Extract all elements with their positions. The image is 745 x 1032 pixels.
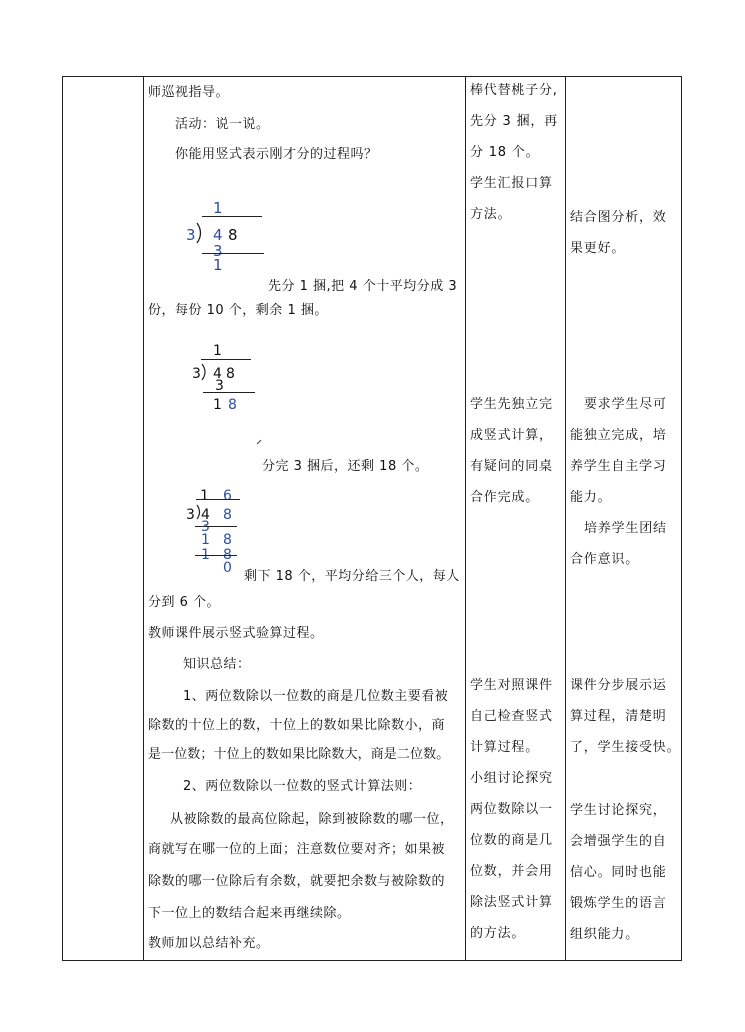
text-line: 从被除数的最高位除起，除到被除数的哪一位， [170, 812, 454, 827]
subtract-line [202, 253, 264, 254]
text-line: 位数，并会用 [470, 864, 553, 879]
text-line: 位数的商是几 [470, 833, 553, 848]
text-line: 小组讨论探究 [470, 771, 553, 786]
text-line: 学生先独立完 [470, 397, 553, 412]
stray-mark [256, 439, 262, 445]
remainder-digit: 1 [213, 256, 224, 274]
division-bracket [195, 222, 205, 244]
subtract-line [195, 526, 237, 527]
text-line: 你能用竖式表示刚才分的过程吗？ [175, 147, 378, 162]
column-divider [465, 77, 466, 960]
student-block [470, 75, 558, 230]
subtract-digit: 8 [223, 547, 233, 563]
text-line: 要求学生尽可 [584, 397, 667, 412]
remainder-digit: 8 [228, 397, 238, 413]
text-line: 果更好。 [570, 241, 626, 256]
text-line: 教师课件展示竖式验算过程。 [148, 626, 324, 641]
dividend-digit: 4 [201, 507, 211, 523]
text-line: 分 18 个。 [470, 145, 540, 160]
text-line: 除数的哪一位除后有余数，就要把余数与被除数的 [148, 874, 446, 889]
text-line: 是一位数；十位上的数如果比除数大，商是二位数。 [148, 747, 450, 762]
text-line: 剩下 18 个，平均分给三个人，每人 [244, 569, 460, 584]
division-bar [196, 499, 240, 500]
text-line: 合作意识。 [570, 552, 640, 567]
quotient-digit: 1 [213, 343, 223, 359]
divisor-digit: 3 [186, 507, 196, 523]
text-line: 有疑问的同桌 [470, 459, 553, 474]
dividend-digit: 4 [213, 366, 223, 382]
text-line: 了，学生接受快。 [570, 740, 681, 755]
intent-block [570, 670, 680, 763]
text-line: 成竖式计算， [470, 428, 553, 443]
dividend-digit: 4 [213, 226, 224, 244]
text-line: 锻炼学生的语言 [570, 896, 667, 911]
text-line: 分到 6 个。 [148, 595, 221, 610]
text-line: 先分 1 捆,把 4 个十平均分成 3 [268, 279, 458, 294]
text-line: 能独立完成，培 [570, 428, 667, 443]
text-line: 自己检查竖式 [470, 709, 553, 724]
text-line: 下一位上的数结合起来再继续除。 [148, 906, 351, 921]
remainder-digit: 1 [201, 532, 211, 548]
text-line: 学生对照课件 [470, 678, 553, 693]
text-line: 棒代替桃子分, [470, 83, 558, 98]
text-line: 教师加以总结补充。 [148, 936, 270, 951]
text-line: 师巡视指导。 [148, 85, 230, 100]
divisor-digit: 3 [192, 366, 202, 382]
dividend-digit: 8 [226, 366, 236, 382]
text-line: 商就写在哪一位的上面；注意数位要对齐；如果被 [148, 842, 446, 857]
column-divider [143, 77, 144, 960]
text-line: 合作完成。 [470, 490, 540, 505]
text-line: 活动：说一说。 [175, 117, 270, 132]
subtract-digit: 3 [213, 242, 224, 260]
subtract-line [203, 392, 255, 393]
dividend-digit: 8 [228, 226, 239, 244]
text-line: 1、两位数除以一位数的商是几位数主要看被 [183, 689, 449, 704]
text-line: 先分 3 捆，再 [470, 114, 558, 129]
subtract-digit: 3 [215, 378, 225, 394]
quotient-digit: 1 [200, 488, 210, 504]
subtract-digit: 3 [201, 519, 211, 535]
dividend-digit: 8 [223, 507, 233, 523]
text-line: 除法竖式计算 [470, 895, 553, 910]
text-line: 的方法。 [470, 926, 526, 941]
text-line: 培养学生团结 [584, 521, 667, 536]
text-line: 学生讨论探究， [570, 803, 667, 818]
intent-block [570, 202, 667, 264]
column-divider [565, 77, 566, 960]
text-line: 两位数除以一 [470, 802, 553, 817]
text-line: 会增强学生的自 [570, 834, 667, 849]
text-line: 算过程，清楚明 [570, 709, 667, 724]
text-line: 方法。 [470, 207, 512, 222]
text-line: 养学生自主学习 [570, 459, 667, 474]
text-line: 信心。同时也能 [570, 865, 667, 880]
division-bar [202, 216, 262, 217]
student-block [470, 670, 553, 949]
text-line: 能力。 [570, 490, 612, 505]
final-remainder-digit: 0 [223, 560, 233, 576]
quotient-digit: 6 [223, 488, 233, 504]
text-line: 课件分步展示运 [570, 678, 667, 693]
text-line: 计算过程。 [470, 740, 540, 755]
quotient-digit: 1 [213, 199, 224, 217]
remainder-digit: 8 [223, 532, 233, 548]
intent-block [570, 389, 667, 575]
division-bar [201, 359, 251, 360]
text-line: 份，每份 10 个，剩余 1 捆。 [148, 303, 328, 318]
text-line: 分完 3 捆后，还剩 18 个。 [262, 459, 429, 474]
text-line: 组织能力。 [570, 927, 640, 942]
text-line: 除数的十位上的数，十位上的数如果比除数小，商 [148, 718, 446, 733]
intent-block [570, 795, 667, 950]
text-line: 结合图分析，效 [570, 210, 667, 225]
subtract-line [195, 555, 237, 556]
student-block [470, 389, 553, 513]
divisor-digit: 3 [186, 226, 197, 244]
text-line: 学生汇报口算 [470, 176, 553, 191]
subtract-digit: 1 [201, 547, 211, 563]
text-line: 知识总结： [183, 657, 251, 672]
text-line: 2、两位数除以一位数的竖式计算法则： [183, 779, 422, 794]
remainder-digit: 1 [213, 397, 223, 413]
division-bracket [201, 363, 209, 381]
